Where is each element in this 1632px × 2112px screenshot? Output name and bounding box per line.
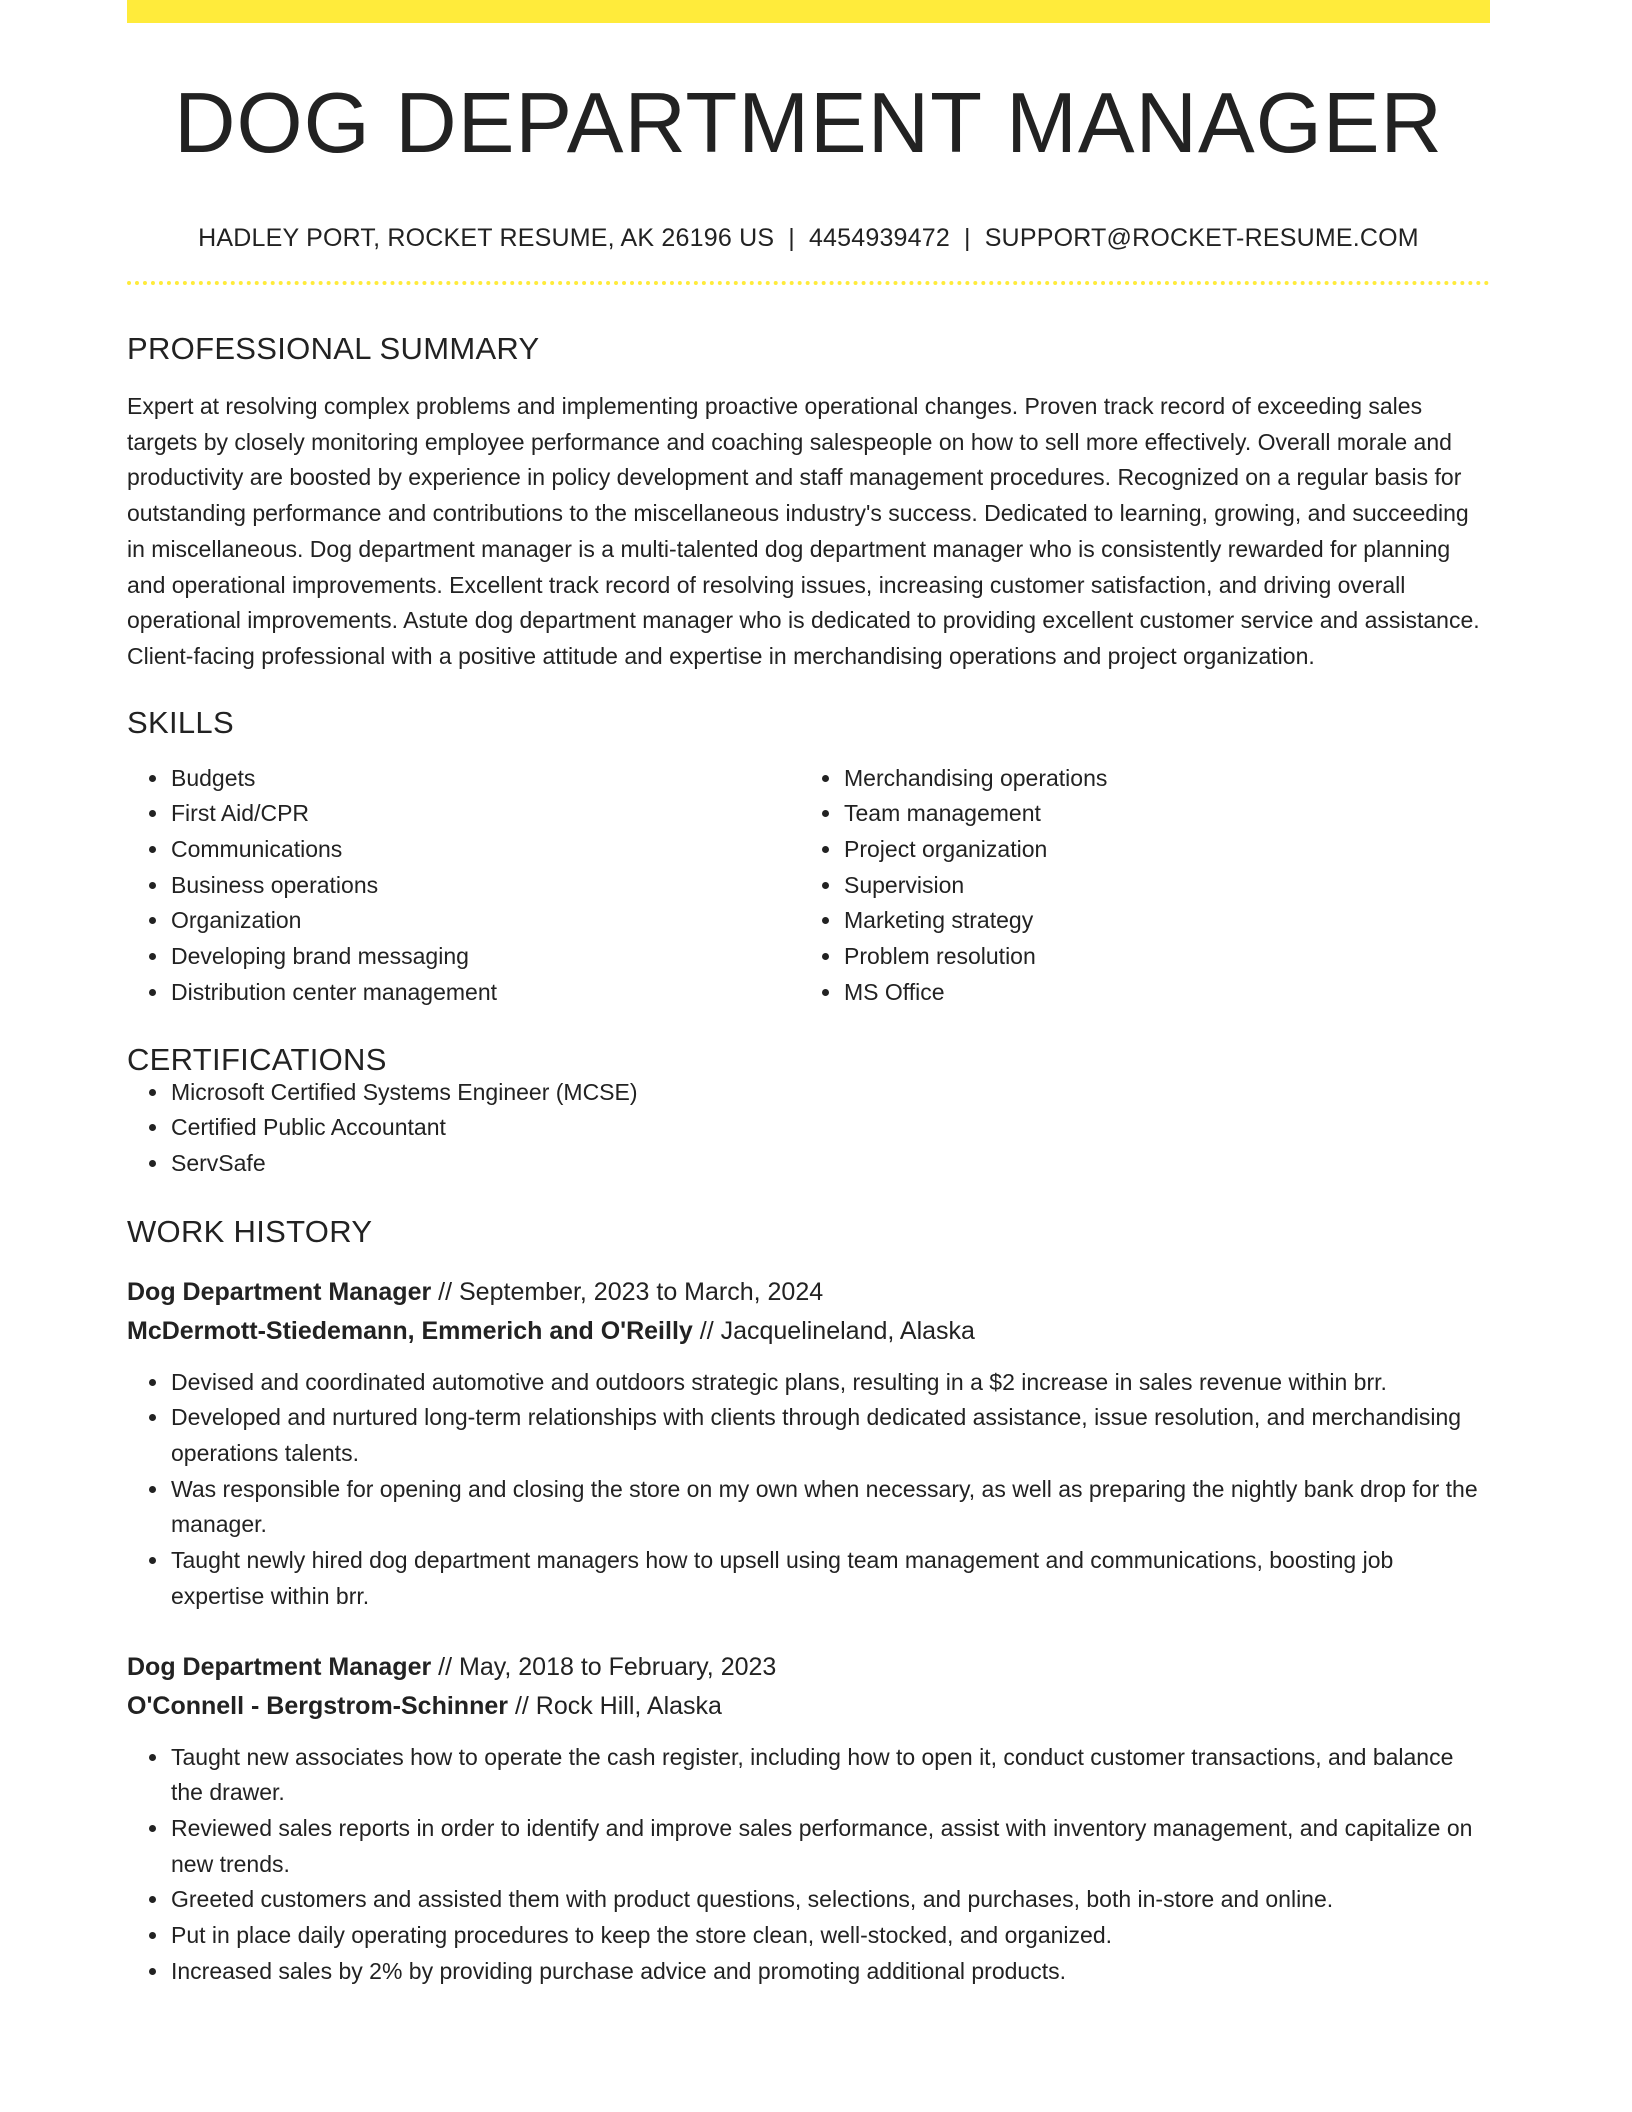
skill-item: • Project organization xyxy=(843,832,1473,868)
skills-columns xyxy=(127,761,1490,1011)
job-bullets xyxy=(127,1740,1490,1990)
job-entry xyxy=(127,1648,1490,1990)
certifications-list xyxy=(127,1075,1490,1182)
job-bullet: • Increased sales by 2% by providing purchase advice and promoting additional products. xyxy=(170,1954,1490,1990)
job-dates: // September, 2023 to March, 2024 xyxy=(438,1277,824,1306)
job-bullet: • Developed and nurtured long-term relationships with clients through dedicated assistance, issue resolution, and merchandising operations talents. xyxy=(170,1400,1490,1471)
job-company: McDermott-Stiedemann, Emmerich and O'Reilly xyxy=(127,1316,693,1345)
skills-list-right xyxy=(800,761,1473,1011)
summary-heading: PROFESSIONAL SUMMARY xyxy=(127,331,540,366)
contact-email: SUPPORT@ROCKET-RESUME.COM xyxy=(984,224,1419,252)
contact-address: HADLEY PORT, ROCKET RESUME, AK 26196 US xyxy=(198,224,775,252)
job-title-line xyxy=(127,1648,1490,1687)
work-history-heading: WORK HISTORY xyxy=(127,1213,373,1249)
skill-item: • Problem resolution xyxy=(843,939,1473,975)
skill-item: • Developing brand messaging xyxy=(170,939,800,975)
job-company: O'Connell - Bergstrom-Schinner xyxy=(127,1691,508,1720)
job-bullets xyxy=(127,1365,1490,1615)
contact-separator: | xyxy=(788,224,795,252)
dotted-divider xyxy=(127,281,1490,285)
skill-item: • Merchandising operations xyxy=(843,761,1473,797)
resume-page xyxy=(127,0,1490,1990)
skill-item: • Team management xyxy=(843,796,1473,832)
skill-item: • Supervision xyxy=(843,868,1473,904)
job-bullet: • Was responsible for opening and closing the store on my own when necessary, as well as preparing the nightly bank drop for the manager. xyxy=(170,1472,1490,1543)
certification-item: • Certified Public Accountant xyxy=(170,1110,1490,1146)
skill-item: • MS Office xyxy=(843,975,1473,1011)
skill-item: • Distribution center management xyxy=(170,975,800,1011)
job-bullet: • Devised and coordinated automotive and outdoors strategic plans, resulting in a $2 increase in sales revenue within brr. xyxy=(170,1365,1490,1401)
skill-item: • Budgets xyxy=(170,761,800,797)
job-title-line xyxy=(127,1273,1490,1312)
top-accent-bar xyxy=(127,0,1490,23)
job-entry xyxy=(127,1273,1490,1615)
job-company-line xyxy=(127,1687,1490,1726)
job-bullet: • Greeted customers and assisted them with product questions, selections, and purchases, both in-store and online. xyxy=(170,1882,1490,1918)
job-bullet: • Put in place daily operating procedures to keep the store clean, well-stocked, and organized. xyxy=(170,1918,1490,1954)
skills-heading: SKILLS xyxy=(127,704,234,740)
job-bullet: • Taught new associates how to operate the cash register, including how to open it, conduct customer transactions, and balance the drawer. xyxy=(170,1740,1490,1811)
job-company-line xyxy=(127,1312,1490,1351)
job-location: // Rock Hill, Alaska xyxy=(514,1691,722,1720)
skill-item: • First Aid/CPR xyxy=(170,796,800,832)
job-role: Dog Department Manager xyxy=(127,1277,432,1306)
job-bullet: • Taught newly hired dog department managers how to upsell using team management and communications, boosting job expertise within brr. xyxy=(170,1543,1490,1614)
job-role: Dog Department Manager xyxy=(127,1652,432,1681)
skill-item: • Organization xyxy=(170,903,800,939)
contact-line xyxy=(127,226,1490,251)
job-dates: // May, 2018 to February, 2023 xyxy=(438,1652,777,1681)
candidate-name: DOG DEPARTMENT MANAGER xyxy=(174,76,1443,171)
certification-item: • ServSafe xyxy=(170,1146,1490,1182)
job-bullet: • Reviewed sales reports in order to identify and improve sales performance, assist with inventory management, and capitalize on new trends. xyxy=(170,1811,1490,1882)
certification-item: • Microsoft Certified Systems Engineer (MCSE) xyxy=(170,1075,1490,1111)
contact-separator: | xyxy=(963,224,971,252)
job-location: // Jacquelineland, Alaska xyxy=(699,1316,975,1345)
skills-list-left xyxy=(127,761,800,1011)
skill-item: • Business operations xyxy=(170,868,800,904)
skill-item: • Marketing strategy xyxy=(843,903,1473,939)
contact-phone: 4454939472 xyxy=(808,224,950,252)
certifications-heading: CERTIFICATIONS xyxy=(127,1041,387,1077)
summary-text: Expert at resolving complex problems and implementing proactive operational changes. Proven track record of exceeding sales targets by closely monitoring employee performance and coaching salespeople on how to sell more effectively. Overall morale and productivity are boosted by experience in policy development and staff management procedures. Recognized on a regular basis for outstanding performance and contributions to the miscellaneous industry's success. Dedicated to learning, growing, and succeeding in miscellaneous. Dog department manager is a multi-talented dog department manager who is consistently rewarded for planning and operational improvements. Excellent track record of resolving issues, increasing customer satisfaction, and driving overall operational improvements. Astute dog department manager who is dedicated to providing excellent customer service and assistance. Client-facing professional with a positive attitude and expertise in merchandising operations and project organization. xyxy=(127,393,1480,669)
skill-item: • Communications xyxy=(170,832,800,868)
